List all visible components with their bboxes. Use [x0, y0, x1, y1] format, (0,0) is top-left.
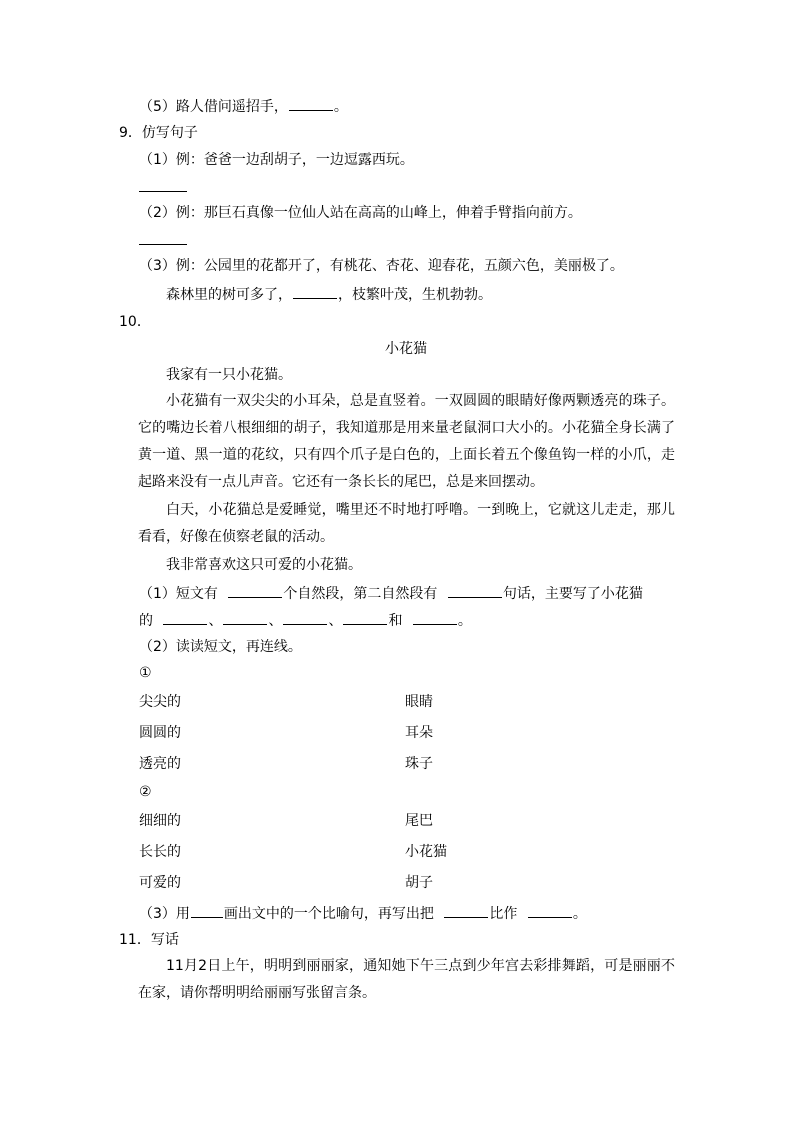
q11-prompt: [138, 953, 675, 1007]
q9-prompt-end: ，枝繁叶茂，生机勃勃。: [338, 287, 492, 303]
sub3-text-b: 画出文中的一个比喻句，再写出把: [223, 906, 434, 922]
passage-para-2: [138, 388, 675, 496]
q11-prompt-text: 11月2日上午，明明到丽丽家，通知她下午三点到少年宫去彩排舞蹈，可是丽丽不在家，请你帮明明给丽丽写张留言条。: [138, 958, 675, 1001]
answer-blank[interactable]: [413, 610, 457, 625]
answer-blank[interactable]: [283, 610, 327, 625]
q10-sub3: [139, 903, 587, 924]
q9-item2: （2）例：那巨石真像一位仙人站在高高的山峰上，伸着手臂指向前方。: [139, 205, 582, 221]
match-left-item[interactable]: 尖尖的: [139, 694, 181, 710]
match-right-item[interactable]: 尾巴: [405, 813, 433, 829]
sub1-text-a: （1）短文有: [139, 586, 218, 602]
sub1-text-c: 句话，主要写了小花猫: [502, 586, 643, 602]
q8-item5-text: （5）路人借问遥招手，: [139, 99, 288, 115]
q10-sub1-line1: [139, 583, 643, 604]
sub1-sep: 、: [268, 613, 283, 629]
match-right-item[interactable]: 小花猫: [405, 844, 447, 860]
sub1-end: 。: [457, 613, 472, 629]
sub3-text-a: （3）用: [139, 906, 190, 922]
q9-item3: （3）例：公园里的花都开了，有桃花、杏花、迎春花，五颜六色，美丽极了。: [139, 258, 624, 274]
q9-item3-prompt: [166, 284, 492, 305]
q10-sub2: （2）读读短文，再连线。: [139, 639, 302, 655]
q8-item5: [139, 96, 348, 117]
sub1-text-d: 的: [139, 613, 153, 629]
match-right-item[interactable]: 眼睛: [405, 694, 433, 710]
sub3-text-c: 比作: [489, 906, 518, 922]
answer-blank[interactable]: [444, 903, 488, 918]
answer-line[interactable]: [139, 244, 187, 245]
sub1-and: 和: [388, 613, 403, 629]
match-left-item[interactable]: 圆圆的: [139, 725, 181, 741]
q9-item1: （1）例：爸爸一边刮胡子，一边逗露西玩。: [139, 152, 414, 168]
q9-heading: 9．仿写句子: [119, 125, 198, 141]
sub1-text-b: 个自然段，第二自然段有: [283, 586, 438, 602]
answer-blank[interactable]: [228, 583, 282, 598]
match-right-item[interactable]: 珠子: [405, 756, 433, 772]
passage-para-2-text: 小花猫有一双尖尖的小耳朵，总是直竖着。一双圆圆的眼睛好像两颗透亮的珠子。它的嘴边长着八根细细的胡子，我知道那是用来量老鼠洞口大小的。小花猫全身长满了黄一道、黑一道的花纹，只有四个爪子是白色的，上面长着五个像鱼钩一样的小爪，走起路来没有一点儿声音。它还有一条长长的尾巴，总是来回摆动。: [138, 393, 675, 490]
sub3-end: 。: [572, 906, 587, 922]
answer-blank[interactable]: [528, 903, 572, 918]
match-right-item[interactable]: 耳朵: [405, 725, 433, 741]
match-left-item[interactable]: 细细的: [139, 813, 181, 829]
group2-mark: ②: [139, 784, 152, 800]
q10-sub1-line2: [139, 610, 472, 631]
q11-heading: 11．写话: [119, 932, 179, 948]
passage-para-4: 我非常喜欢这只可爱的小花猫。: [166, 557, 362, 573]
group1-mark: ①: [139, 665, 152, 681]
match-left-item[interactable]: 长长的: [139, 844, 181, 860]
answer-blank[interactable]: [289, 96, 333, 111]
passage-para-3: [138, 497, 675, 551]
match-left-item[interactable]: 透亮的: [139, 756, 181, 772]
sub1-sep: 、: [328, 613, 343, 629]
answer-blank[interactable]: [448, 583, 502, 598]
sub1-sep: 、: [208, 613, 223, 629]
q10-number: 10．: [119, 314, 151, 330]
answer-blank[interactable]: [343, 610, 387, 625]
match-left-item[interactable]: 可爱的: [139, 875, 181, 891]
answer-blank[interactable]: [223, 610, 267, 625]
q9-prompt-start: 森林里的树可多了，: [166, 287, 292, 303]
q8-item5-end: 。: [333, 99, 348, 115]
match-right-item[interactable]: 胡子: [405, 875, 433, 891]
passage-title: 小花猫: [385, 341, 427, 357]
answer-blank[interactable]: [293, 284, 337, 299]
passage-para-3-text: 白天，小花猫总是爱睡觉，嘴里还不时地打呼噜。一到晚上，它就这儿走走，那儿看看，好像在侦察老鼠的活动。: [138, 502, 675, 545]
answer-blank[interactable]: [163, 610, 207, 625]
passage-para-1: 我家有一只小花猫。: [166, 367, 292, 383]
answer-line[interactable]: [139, 191, 187, 192]
underline-sample: [191, 903, 223, 918]
